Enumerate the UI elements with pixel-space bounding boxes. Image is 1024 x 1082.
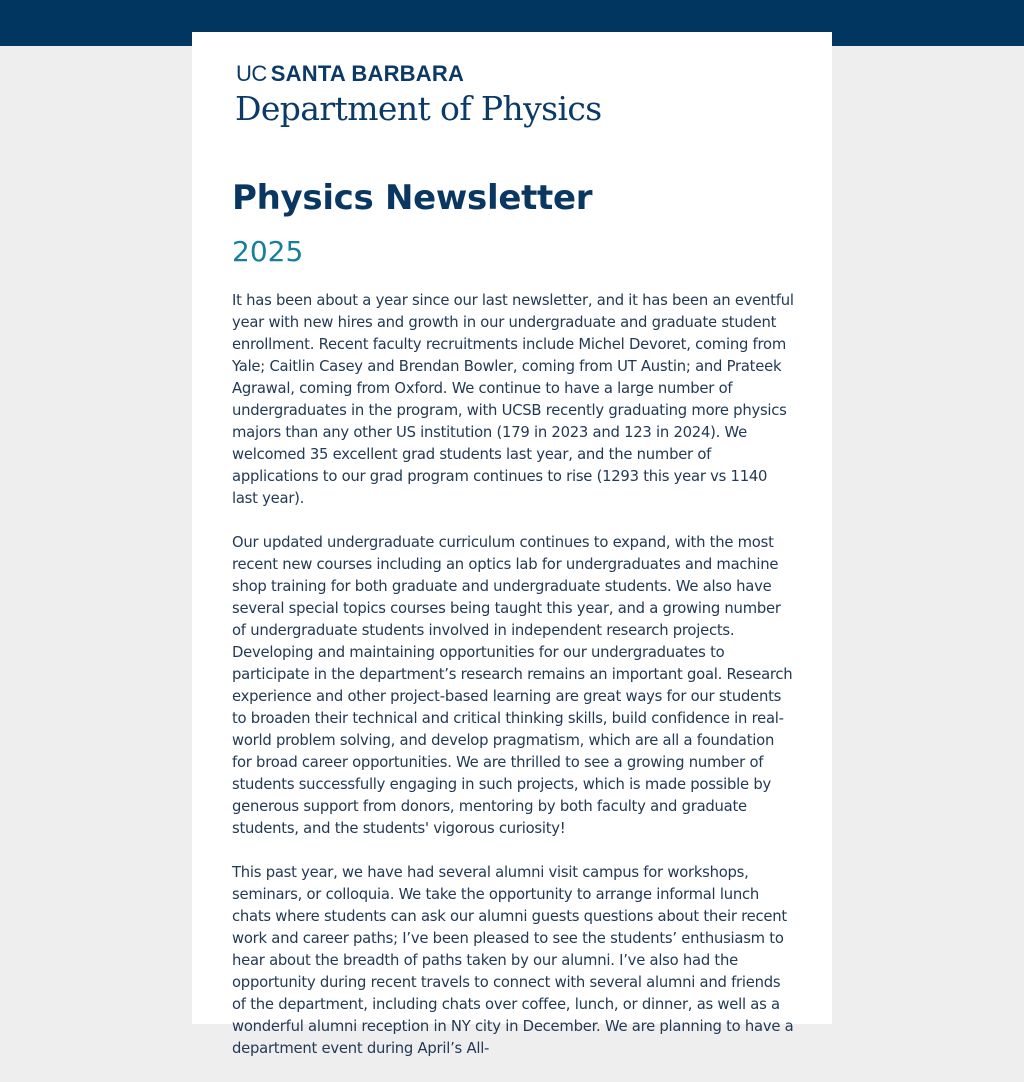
ucsb-physics-logo[interactable] xyxy=(236,62,602,129)
newsletter-title: Physics Newsletter xyxy=(232,178,593,218)
logo-santa-barbara-text: SANTA BARBARA xyxy=(270,61,465,86)
logo-uc-text: UC xyxy=(236,61,267,86)
body-paragraph: This past year, we have had several alumni visit campus for workshops, seminars, or colloquia. We take the opportunity to arrange informal lunch chats where students can ask our alumni guests questions about their recent work and career paths; I’ve been pleased to see the students’ enthusiasm to hear about the breadth of paths taken by our alumni. I’ve also had the opportunity during recent travels to connect with several alumni and friends of the department, including chats over coffee, lunch, or dinner, as well as a wonderful alumni reception in NY city in December. We are planning to have a department event during April’s All- xyxy=(232,864,794,1057)
body-paragraph: Our updated undergraduate curriculum continues to expand, with the most recent new courses including an optics lab for undergraduates and machine shop training for both graduate and undergraduate students. We also have several special topics courses being taught this year, and a growing number of undergraduate students involved in independent research projects. Developing and maintaining opportunities for our undergraduates to participate in the department’s research remains an important goal. Research experience and other project-based learning are great ways for our students to broaden their technical and critical thinking skills, build confidence in real-world problem solving, and develop pragmatism, which are all a foundation for broad career opportunities. We are thrilled to see a growing number of students successfully engaging in such projects, which is made possible by generous support from donors, mentoring by both faculty and graduate students, and the students' vigorous curiosity! xyxy=(232,534,793,837)
newsletter-body xyxy=(232,290,797,1060)
newsletter-content xyxy=(232,176,797,1082)
logo-university-line xyxy=(236,62,602,86)
body-paragraph: It has been about a year since our last newsletter, and it has been an eventful year with new hires and growth in our undergraduate and graduate student enrollment. Recent faculty recruitments include Michel Devoret, coming from Yale; Caitlin Casey and Brendan Bowler, coming from UT Austin; and Prateek Agrawal, coming from Oxford. We continue to have a large number of undergraduates in the program, with UCSB recently graduating more physics majors than any other US institution (179 in 2023 and 123 in 2024). We welcomed 35 excellent grad students last year, and the number of applications to our grad program continues to rise (1293 this year vs 1140 last year). xyxy=(232,292,794,507)
logo-department-text: Department of Physics xyxy=(235,89,602,128)
newsletter-year: 2025 xyxy=(232,235,304,268)
newsletter-card xyxy=(192,32,832,1057)
